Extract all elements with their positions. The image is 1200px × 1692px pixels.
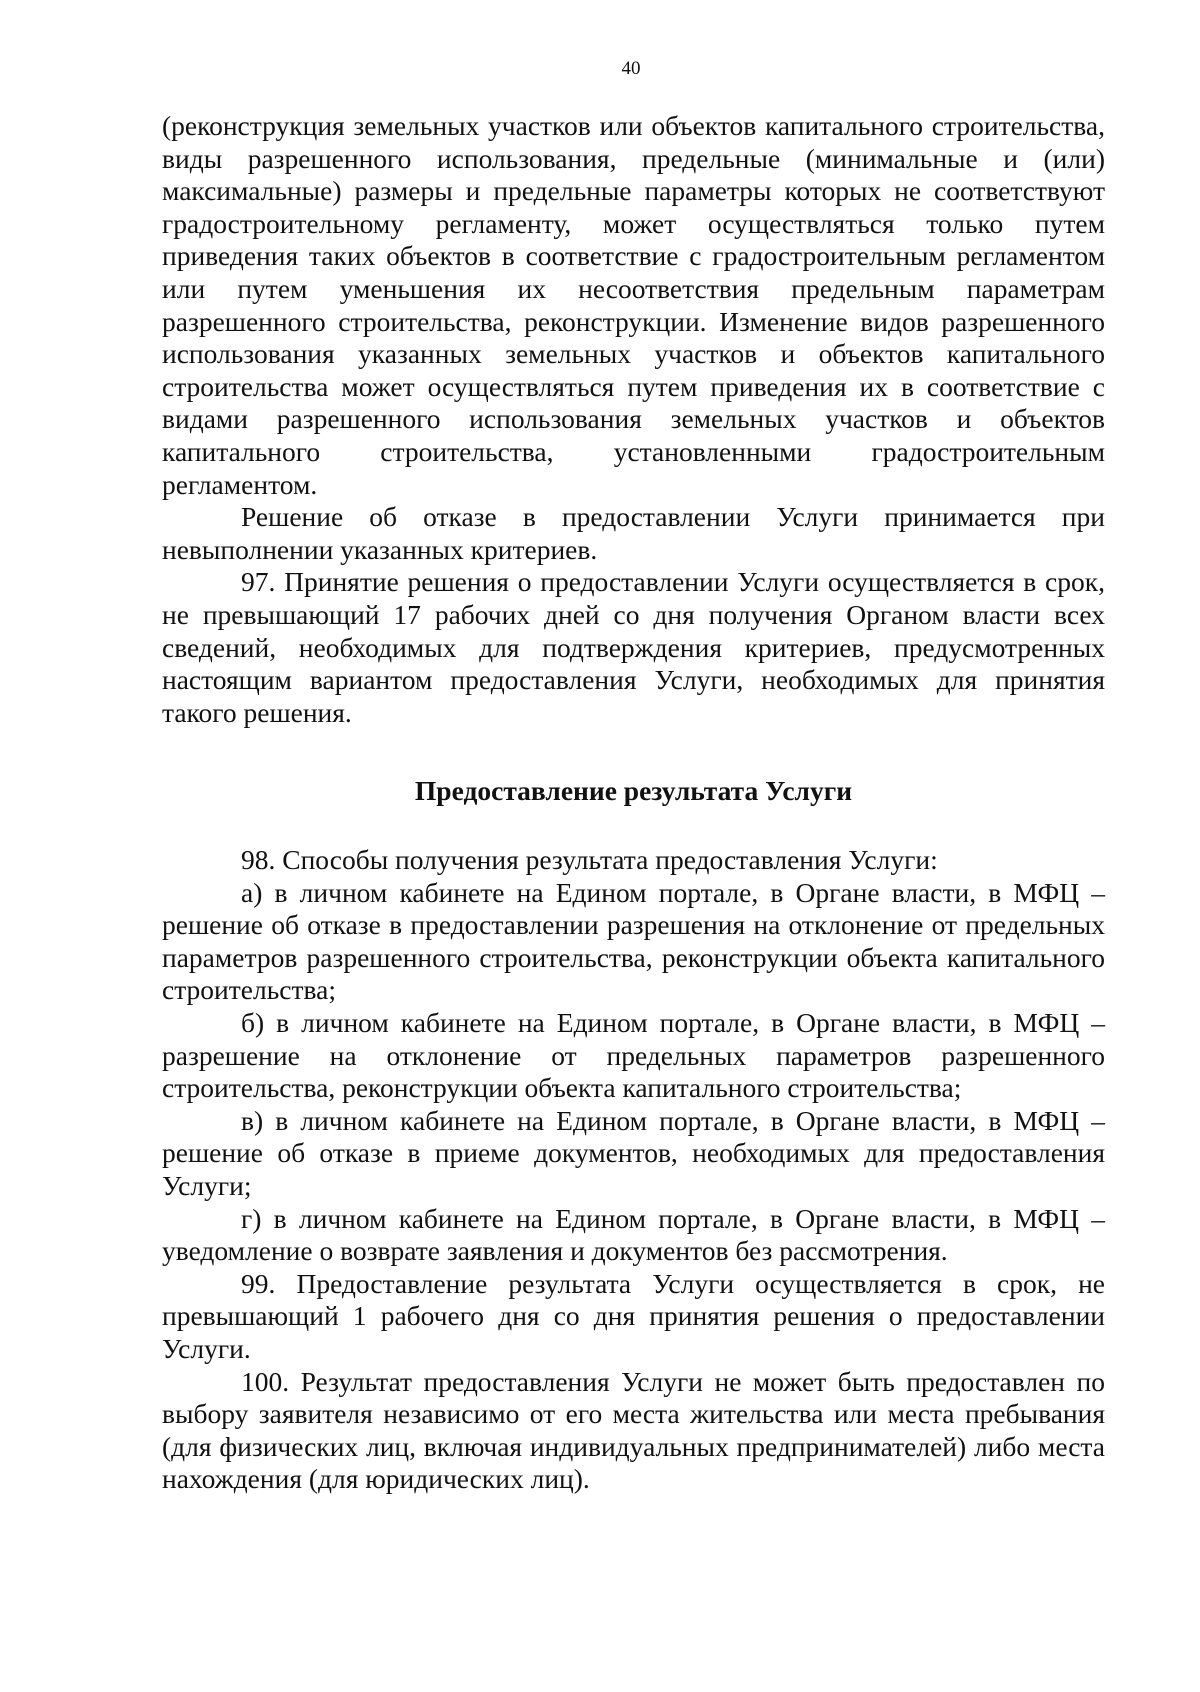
text-block-bottom: [162, 844, 1105, 1496]
paragraph-98: 98. Способы получения результата предоставления Услуги:: [241, 844, 938, 875]
section-heading: Предоставление результата Услуги: [414, 775, 853, 806]
paragraph-98-g: г) в личном кабинете на Едином портале, в Органе власти, в МФЦ – уведомление о возврате заявления и документов без рассмотрения.: [162, 1202, 1105, 1267]
paragraph-100: 100. Результат предоставления Услуги не может быть предоставлен по выбору заявителя независимо от его места жительства или места пребывания (для физических лиц, включая индивидуальных предпринимателей) либо места нахождения (для юридических лиц).: [162, 1365, 1105, 1495]
text-block-top: [162, 110, 1105, 729]
paragraph-refusal: Решение об отказе в предоставлении Услуги принимается при невыполнении указанных критериев.: [162, 501, 1105, 565]
paragraph-98-v: в) в личном кабинете на Едином портале, в Органе власти, в МФЦ – решение об отказе в приеме документов, необходимых для предоставления Услуги;: [162, 1104, 1105, 1201]
paragraph-97: 97. Принятие решения о предоставлении Услуги осуществляется в срок, не превышающий 17 рабочих дней со дня получения Органом власти всех сведений, необходимых для подтверждения критериев, предусмотренных настоящим вариантом предоставления Услуги, необходимых для принятия такого решения.: [162, 566, 1105, 728]
paragraph-98-a: а) в личном кабинете на Едином портале, в Органе власти, в МФЦ – решение об отказе в предоставлении разрешения на отклонение от предельных параметров разрешенного строительства, реконструкции объекта капитального строительства;: [162, 876, 1105, 1006]
page-number: 40: [621, 58, 641, 79]
paragraph-98-b: б) в личном кабинете на Едином портале, в Органе власти, в МФЦ – разрешение на отклонение от предельных параметров разрешенного строительства, реконструкции объекта капитального строительства;: [162, 1006, 1105, 1104]
paragraph-99: 99. Предоставление результата Услуги осуществляется в срок, не превышающий 1 рабочего дня со дня принятия решения о предоставлении Услуги.: [162, 1267, 1105, 1364]
paragraph-continuation: (реконструкция земельных участков или объектов капитального строительства, виды разрешенного использования, предельные (минимальные и (или) максимальные) размеры и предельные параметры которых не соответствуют градостроительному регламенту, может осуществляться только путем приведения таких объектов в соответствие с градостроительным регламентом или путем уменьшения их несоответствия предельным параметрам разрешенного строительства, реконструкции. Изменение видов разрешенного использования указанных земельных участков и объектов капитального строительства может осуществляться путем приведения их в соответствие с видами разрешенного использования земельных участков и объектов капитального строительства, установленными градостроительным регламентом.: [162, 110, 1105, 500]
